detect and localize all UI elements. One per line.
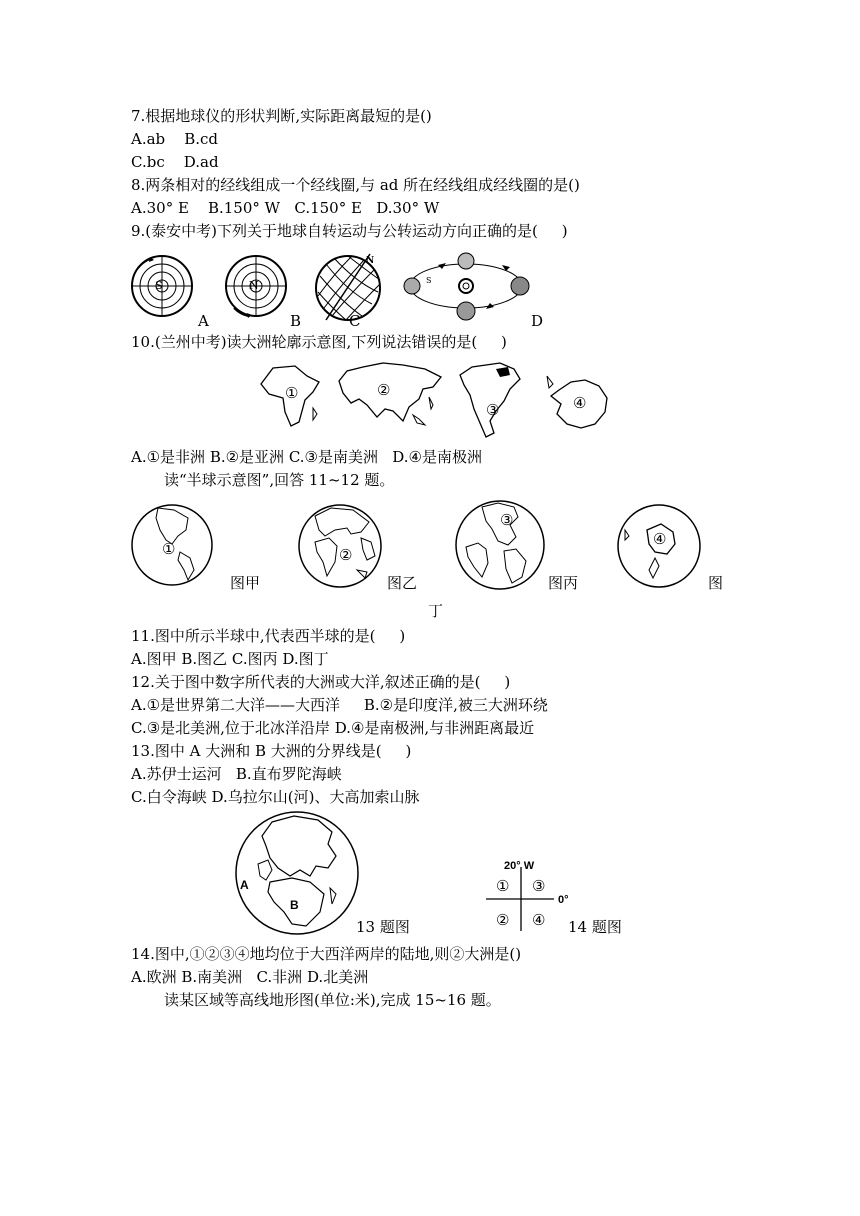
q11-stem: 11.图中所示半球中,代表西半球的是( ) <box>131 627 406 645</box>
q9-label-b: B <box>290 312 302 330</box>
q9-figure-d <box>398 250 534 324</box>
q9-figure-c <box>312 252 384 322</box>
q8-options: A.30° E B.150° W C.150° E D.30° W <box>131 199 440 217</box>
q13-options-ab: A.苏伊士运河 B.直布罗陀海峡 <box>131 765 342 783</box>
hemisphere-bing <box>452 497 548 593</box>
hemisphere-bing-number: ③ <box>500 511 514 529</box>
hemisphere-jia-label: 图甲 <box>230 574 261 592</box>
fig14-cell-2: ② <box>496 911 510 929</box>
q14-stem: 14.图中,①②③④地均位于大西洋两岸的陆地,则②大洲是() <box>131 945 522 963</box>
q12-options-cd: C.③是北美洲,位于北冰洋沿岸 D.④是南极洲,与非洲距离最近 <box>131 719 535 737</box>
hemisphere-ding-number: ④ <box>653 530 667 548</box>
q10-stem: 10.(兰州中考)读大洲轮廓示意图,下列说法错误的是( ) <box>131 333 507 351</box>
fig13-globe <box>232 808 362 938</box>
hemisphere-jia-number: ① <box>162 540 176 558</box>
fig13-label-a: A <box>240 878 249 892</box>
q14-options: A.欧洲 B.南美洲 C.非洲 D.北美洲 <box>131 968 369 986</box>
q8-stem: 8.两条相对的经线组成一个经线圈,与 ad 所在经线组成经线圈的是() <box>131 176 580 194</box>
q11-options: A.图甲 B.图乙 C.图丙 D.图丁 <box>131 650 329 668</box>
continent-north-america <box>456 361 526 441</box>
fig14-cell-4: ④ <box>532 911 546 929</box>
q12-stem: 12.关于图中数字所代表的大洲或大洋,叙述正确的是( ) <box>131 673 511 691</box>
fig14-caption: 14 题图 <box>568 918 622 936</box>
fig14-lat-label: 0° <box>558 894 569 906</box>
hemisphere-yi-number: ② <box>339 546 353 564</box>
fig14-grid <box>480 855 569 935</box>
q10-options: A.①是非洲 B.②是亚洲 C.③是南美洲 D.④是南极洲 <box>131 448 482 466</box>
q7-options-ab: A.ab B.cd <box>131 130 219 148</box>
hemisphere-ding <box>615 500 703 592</box>
q9-label-d: D <box>531 312 544 330</box>
q9-figure-b <box>222 254 292 320</box>
hemisphere-ding-label-wrap: 丁 <box>428 602 444 620</box>
continent-4-number: ④ <box>573 394 587 412</box>
continent-2-number: ② <box>377 381 391 399</box>
hemisphere-yi <box>295 500 385 592</box>
fig13-label-b: B <box>290 898 299 912</box>
q13-options-cd: C.白令海峡 D.乌拉尔山(河)、大高加索山脉 <box>131 788 420 806</box>
fig14-cell-1: ① <box>496 877 510 895</box>
hemisphere-yi-label: 图乙 <box>387 574 418 592</box>
q9-label-a: A <box>198 312 209 330</box>
continent-3-number: ③ <box>486 401 500 419</box>
intro-15-16: 读某区域等高线地形图(单位:米),完成 15~16 题。 <box>164 991 501 1009</box>
continent-1-number: ① <box>285 384 299 402</box>
continent-antarctica <box>545 370 613 434</box>
q9-b-pole-mark: N <box>249 279 259 292</box>
hemisphere-jia <box>130 500 214 590</box>
continent-asia <box>333 359 445 433</box>
q7-stem: 7.根据地球仪的形状判断,实际距离最短的是() <box>131 107 432 125</box>
continent-africa <box>255 362 323 430</box>
q9-d-pole-mark: S <box>426 276 432 285</box>
fig14-cell-3: ③ <box>532 877 546 895</box>
intro-11-12: 读“半球示意图”,回答 11~12 题。 <box>164 471 395 489</box>
q13-stem: 13.图中 A 大洲和 B 大洲的分界线是( ) <box>131 742 412 760</box>
fig14-lon-label: 20° W <box>504 860 535 872</box>
q7-options-cd: C.bc D.ad <box>131 153 219 171</box>
q9-figure-a <box>128 254 198 320</box>
q9-stem: 9.(泰安中考)下列关于地球自转运动与公转运动方向正确的是( ) <box>131 222 568 240</box>
q9-c-pole-mark: N <box>366 256 375 266</box>
q9-a-pole-mark: S <box>155 279 163 292</box>
hemisphere-ding-label: 图 <box>708 574 724 592</box>
hemisphere-bing-label: 图丙 <box>548 574 579 592</box>
fig13-caption: 13 题图 <box>356 918 410 936</box>
q9-label-c: C <box>349 312 361 330</box>
q12-options-ab: A.①是世界第二大洋——大西洋 B.②是印度洋,被三大洲环绕 <box>131 696 548 714</box>
